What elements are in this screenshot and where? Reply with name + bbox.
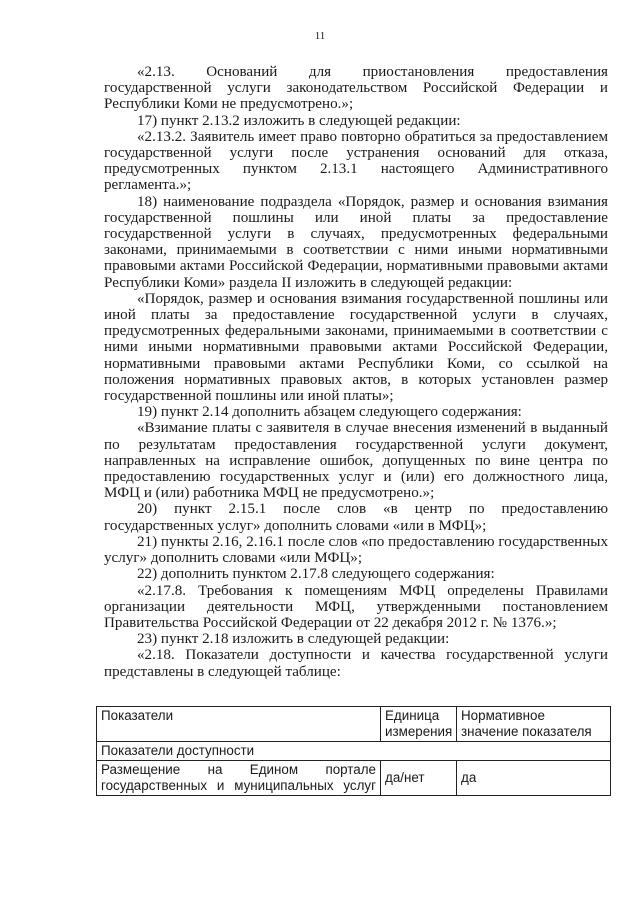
indicators-table (96, 706, 611, 796)
paragraph-subsection-title: «Порядок, размер и основания взимания государственной пошлины или иной платы за предоставление государственной услуги в случаях, предусмотренных федеральными законами, принимаемыми в соответствии с ними иными нормативными правовыми актами Российской Федерации, нормативными правовыми актами Республики Коми, со ссылкой на положения нормативных правовых актов, в которых установлен размер государственной пошлины или иной платы»; (104, 290, 608, 405)
paragraph-2-18: «2.18. Показатели доступности и качества государственной услуги представлены в следующей таблице: (104, 647, 608, 680)
paragraph-21: 21) пункты 2.16, 2.16.1 после слов «по предоставлению государственных услуг» дополнить словами «или МФЦ»; (104, 533, 608, 567)
table-section-row (97, 742, 611, 761)
section-availability: Показатели доступности (97, 742, 611, 761)
paragraph-20: 20) пункт 2.15.1 после слов «в центр по предоставлению государственных услуг» дополнить словами «или в МФЦ»; (104, 501, 608, 534)
indicators-table-wrap (96, 706, 611, 796)
table-header-row (97, 707, 611, 742)
paragraph-payment: «Взимание платы с заявителя в случае внесения изменений в выданный по результатам предоставления государственной услуги документ, направленных на исправление ошибок, допущенных по вине центра по предоставлению государственных услуг и (или) его должностного лица, МФЦ и (или) работника МФЦ не предусмотрено.»; (104, 420, 608, 502)
table-row (97, 761, 611, 796)
cell-value: да (457, 761, 611, 796)
document-body (104, 64, 608, 680)
header-normative-value: Нормативное значение показателя (457, 707, 611, 742)
paragraph-22: 22) дополнить пунктом 2.17.8 следующего содержания: (137, 566, 495, 583)
header-indicators: Показатели (97, 707, 381, 742)
paragraph-18: 18) наименование подраздела «Порядок, размер и основания взимания государственной пошлины или иной платы за предоставление государственной услуги в случаях, предусмотренных федеральными законами, принимаемыми в соответствии с ними иными нормативными правовыми актами Российской Федерации, нормативными правовыми актами Республики Коми» раздела II изложить в следующей редакции: (104, 193, 608, 291)
cell-indicator: Размещение на Едином портале государственных и муниципальных услуг (97, 761, 381, 796)
header-unit: Единица измерения (381, 707, 457, 742)
paragraph-23: 23) пункт 2.18 изложить в следующей редакции: (137, 631, 450, 648)
paragraph-2-13: «2.13. Оснований для приостановления предоставления государственной услуги законодательством Российской Федерации и Республики Коми не предусмотрено.»; (104, 64, 608, 113)
paragraph-19: 19) пункт 2.14 дополнить абзацем следующего содержания: (137, 404, 522, 421)
paragraph-2-13-2: «2.13.2. Заявитель имеет право повторно обратиться за предоставлением государственной услуги после устранения оснований для отказа, предусмотренных пунктом 2.13.1 настоящего Административного регламента.»; (104, 128, 608, 194)
paragraph-2-17-8: «2.17.8. Требования к помещениям МФЦ определены Правилами организации деятельности МФЦ, утвержденными постановлением Правительства Российской Федерации от 22 декабря 2012 г. № 1376.»; (104, 582, 608, 631)
paragraph-17: 17) пункт 2.13.2 изложить в следующей редакции: (137, 112, 461, 129)
cell-unit: да/нет (381, 761, 457, 796)
page-number: 11 (314, 30, 326, 42)
